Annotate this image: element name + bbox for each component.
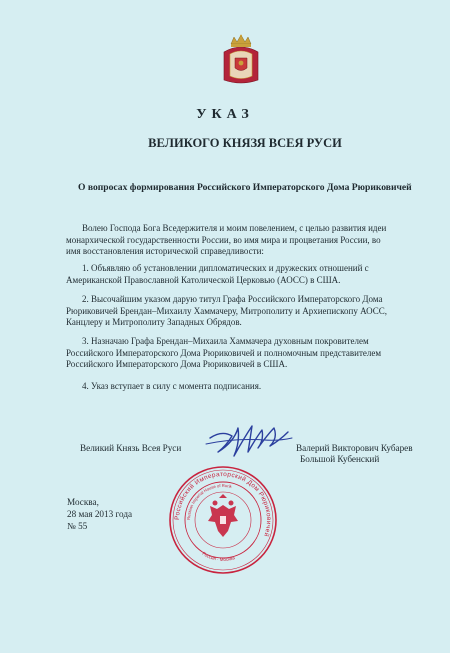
decree-heading: О вопросах формирования Российского Императорского Дома Рюриковичей — [78, 182, 412, 193]
signature-caption: Великий Князь Всея Руси — [80, 443, 182, 453]
decree-item-4: 4. Указ вступает в силу с момента подписания. — [82, 381, 262, 391]
preamble-paragraph: Волею Господа Бога Вседержителя и моим повелением, с целью развития идеи монархической государственности России, во имя мира и процветания России, во имя восстановления исторической справедливости: — [66, 223, 387, 257]
decree-subtitle: ВЕЛИКОГО КНЯЗЯ ВСЕЯ РУСИ — [148, 136, 342, 150]
seal-inner-text: Russian Imperial House of Rurik — [185, 482, 233, 521]
seal-outer-text: Российский Императорский Дом Рюриковичей — [173, 470, 273, 538]
double-headed-eagle-icon — [208, 494, 238, 537]
signatory-title: Большой Кубенский — [300, 454, 380, 465]
decree-number: № 55 — [67, 520, 88, 531]
decree-item-3: 3. Назначаю Графа Брендан–Михаила Хаммачера духовным покровителем Российского Императорского Дома Рюриковичей и полномочным представителем Российского Императорского Дома Рюриковичей в США. — [66, 336, 382, 370]
place: Москва, — [67, 497, 99, 507]
date: 28 мая 2013 года — [67, 508, 133, 519]
decree-title: УКАЗ — [196, 107, 254, 122]
signatory-block — [296, 443, 413, 466]
decree-item-2: 2. Высочайшим указом дарую титул Графа Российского Императорского Дома Рюриковичей Брендан–Михаилу Хаммачеру, Митрополиту и Архиепископу АОСС, Канцлеру и Митрополиту Западных Обрядов. — [66, 294, 388, 328]
place-date-block — [67, 497, 132, 532]
coat-of-arms-icon — [220, 34, 262, 86]
official-seal-stamp — [168, 465, 278, 575]
signatory-name: Валерий Викторович Кубарев — [296, 443, 413, 453]
svg-text:Россия · Москва — [201, 551, 236, 562]
handwritten-signature — [204, 412, 294, 462]
seal-bottom-text: Россия · Москва — [201, 550, 236, 563]
decree-item-1: 1. Объявляю об установлении дипломатических и дружеских отношений с Американской Православной Католической Церковью (АОСС) в США. — [66, 263, 369, 285]
